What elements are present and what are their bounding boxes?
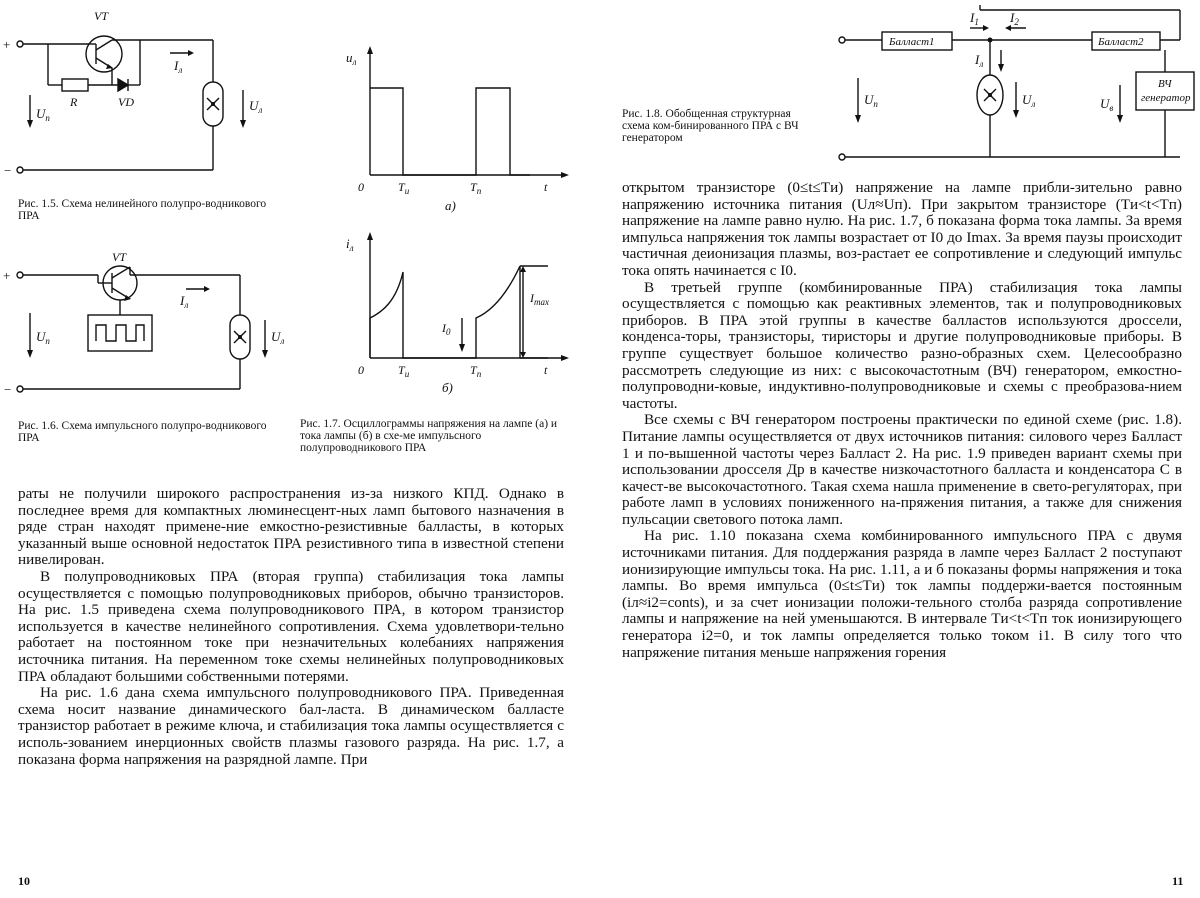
- fig15-plus: +: [3, 37, 11, 52]
- ballast2-label: Балласт2: [1098, 36, 1144, 48]
- right-paragraph-2: В третьей группе (комбинированные ПРА) стабилизация тока лампы осуществляется с помощью как реактивных элементов, так и полупроводниковых приборов. В ПРА этой группы в качестве балластов используются дроссели, конденса-торы, транзисторы, тиристоры и другие полупроводниковые приборы. В группе существует большое количество разно-образных схем. Целесообразно рассмотреть следующие из них: с высокочастотным (ВЧ) генератором, емкостно-полупроводни-ковые, индуктивно-полупроводниковые и схемы с преобразова-нием частоты.: [622, 278, 1182, 412]
- right-paragraph-4: На рис. 1.10 показана схема комбинированного импульсного ПРА с двумя источниками питания. Для поддержания разряда в лампе через Балласт 2 поступают ионизирующие импульсы тока. На рис. 1.11, а и б показаны формы напряжения и тока лампы. Во время импульса (0≤t≤Tи) ток лампы поддержи-вается постоянным (iл≈i2=conts), и за счет ионизации положи-тельного столба разряда сопротивление лампы и напряжение на ней уменьшаются. В интервале Tи<t<Tп ток ионизирующего генератора i2=0, и ток лампы определяется только током i1. В силу того что напряжение питания меньше напряжения горения: [622, 527, 1182, 661]
- voltage-waveform: [370, 88, 530, 175]
- fig17b-t: t: [544, 363, 548, 377]
- fig17a-t: t: [544, 180, 548, 194]
- left-page: [0, 0, 590, 898]
- left-page-number: 10: [18, 874, 30, 888]
- fig16-up-label: $U_п$: [36, 329, 50, 346]
- fig17b-tp: $T_п$: [470, 363, 482, 379]
- fig18-i1: $I_1$: [970, 10, 979, 27]
- fig16-ul-label: $U_л$: [271, 329, 285, 346]
- figure-1-6-circuit: [0, 245, 300, 415]
- fig16-current-label: $I_л$: [180, 293, 189, 310]
- left-body-text: [18, 486, 564, 768]
- right-page: [600, 0, 1200, 898]
- figure-1-7-oscillograms: [330, 40, 590, 410]
- fig18-ul: $U_л$: [1022, 92, 1036, 109]
- fig16-caption: Рис. 1.6. Схема импульсного полупро-водникового ПРА: [18, 420, 267, 444]
- hf-generator-label-2: генератор: [1141, 92, 1191, 104]
- right-body-text: [622, 180, 1182, 661]
- fig17a-ti: $T_и$: [398, 180, 410, 196]
- fig17a-tp: $T_п$: [470, 180, 482, 196]
- fig17b-ti: $T_и$: [398, 363, 410, 379]
- fig17-u-axis: $u_л$: [346, 50, 357, 67]
- fig15-ul-label: $U_л$: [249, 98, 263, 115]
- left-paragraph-2: В полупроводниковых ПРА (вторая группа) стабилизация тока лампы осуществляется с помощью полупроводниковых приборов, обычно транзисторов. На рис. 1.5 приведена схема полупроводникового ПРА, в котором транзистор используется в качестве нелинейного сопротивления. Схема удовлетвори-тельно работает на постоянном токе при незначительных колебаниях напряжения источника питания. На переменном токе схемы нелинейных полупроводниковых ПРА обладают большими собственными потерями.: [18, 567, 564, 685]
- left-paragraph-3: На рис. 1.6 дана схема импульсного полупроводникового ПРА. Приведенная схема носит название динамического бал-ласта. В динамическом балласте транзистор работает в режиме ключа, и стабилизация тока лампы осуществляется с исполь-зованием инерционных свойств плазмы газового разряда. На рис. 1.7, а показана форма напряжения на разрядной лампе. При: [18, 684, 564, 768]
- hf-generator-label-1: ВЧ: [1158, 78, 1172, 90]
- fig17b-zero: 0: [358, 363, 364, 377]
- right-paragraph-1: открытом транзисторе (0≤t≤Tи) напряжение на лампе прибли-зительно равно напряжению источника питания (Uл≈Uп). При закрытом транзисторе (Tи<t<Tп) напряжение на лампе равно нулю. На рис. 1.7, б показана форма тока лампы. За время импульса напряжения ток лампы возрастает от I0 до Imax. За время паузы происходит частичная деионизация плазмы, воз-растает ее сопротивление и следующий импульс тока опять начинается с I0.: [622, 179, 1182, 279]
- fig17-i0: $I_0$: [442, 321, 451, 337]
- fig18-caption: Рис. 1.8. Обобщенная структурная схема ком-бинированного ПРА с ВЧ генератором: [622, 108, 799, 144]
- fig15-caption: Рис. 1.5. Схема нелинейного полупро-водникового ПРА: [18, 198, 267, 222]
- fig15-up-label: $U_п$: [36, 106, 50, 123]
- fig18-ub: $U_в$: [1100, 96, 1114, 113]
- ballast1-label: Балласт1: [889, 36, 935, 48]
- current-waveform: [370, 266, 520, 358]
- fig17-caption: Рис. 1.7. Осциллограммы напряжения на лампе (а) и тока лампы (б) в схе-ме импульсного полупроводникового ПРА: [300, 418, 558, 454]
- fig18-up: $U_п$: [864, 92, 878, 109]
- fig17-imax: $I_{max}$: [530, 291, 549, 307]
- fig18-i2: $I_2$: [1010, 10, 1019, 27]
- right-page-number: 11: [1172, 874, 1184, 888]
- fig16-plus: +: [3, 268, 11, 283]
- fig17a-label: а): [445, 198, 456, 213]
- fig17b-label: б): [442, 380, 453, 395]
- fig16-vt-label: VT: [112, 250, 127, 264]
- fig18-il: $I_л$: [975, 52, 984, 69]
- fig15-r-label: R: [70, 95, 78, 109]
- fig16-minus: −: [4, 382, 12, 397]
- figure-1-5-circuit: [0, 0, 300, 190]
- left-paragraph-1: раты не получили широкого распространения из-за низкого КПД. Однако в последнее время для компактных люминесцент-ных ламп бытового назначения в ряде стран находят примене-ние емкостно-резистивные балласты, в которых указанный выше основной недостаток ПРА резистивного типа в известной степени нивелирован.: [18, 485, 564, 569]
- figure-1-8-diagram: [830, 0, 1200, 175]
- fig15-current-label: $I_л$: [174, 58, 183, 75]
- right-paragraph-3: Все схемы с ВЧ генератором построены практически по единой схеме (рис. 1.8). Питание лампы осуществляется от двух источников питания: силового через Балласт 1 и по-вышенной частоты через Балласт 2. На рис. 1.9 приведен вариант схемы при использовании дросселя Др в качестве низкочастотного балласта и конденсатора C в качест-ве высокочастотного. Такая схема нашла применение в свето-регуляторах, при работе ламп в условиях пониженного на-пряжения питания, а также для снижения пульсации светового потока ламп.: [622, 411, 1182, 528]
- fig17-i-axis: $i_л$: [346, 236, 354, 253]
- fig15-vt-label: VT: [94, 9, 109, 23]
- fig15-minus: −: [4, 163, 12, 178]
- fig15-vd-label: VD: [118, 95, 134, 109]
- fig17a-zero: 0: [358, 180, 364, 194]
